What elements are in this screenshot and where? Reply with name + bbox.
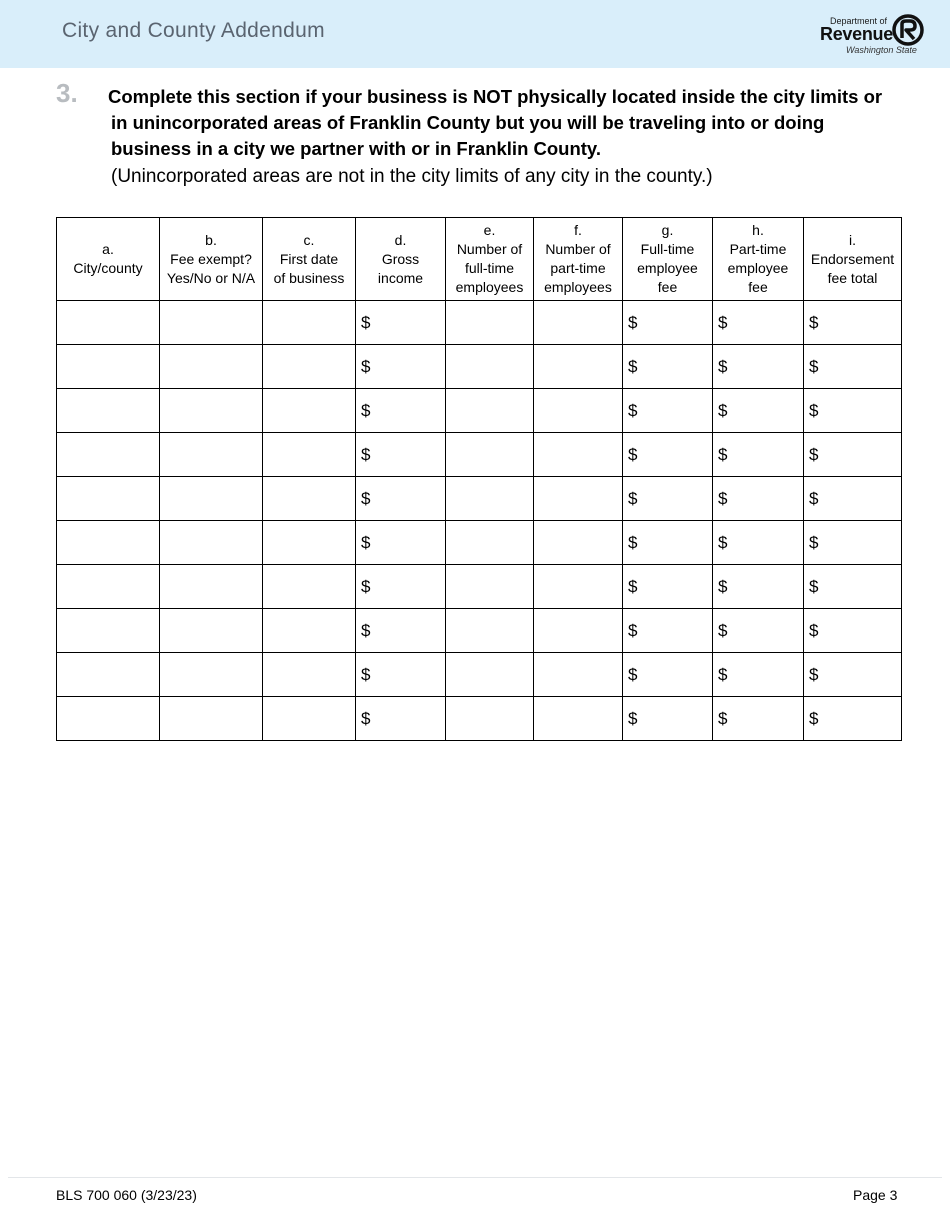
instruction-line: business in a city we partner with or in Franklin County. (111, 138, 601, 159)
column-header-line: employees (455, 279, 524, 295)
currency-symbol: $ (718, 620, 728, 640)
entry-cell[interactable] (446, 697, 534, 741)
table-row (57, 433, 902, 477)
currency-symbol: $ (628, 444, 638, 464)
logo-dept-line: Department of (830, 16, 888, 26)
footer-divider (8, 1177, 942, 1178)
entry-cell[interactable] (446, 477, 534, 521)
entry-cell[interactable] (804, 565, 902, 609)
entry-cell[interactable] (446, 653, 534, 697)
entry-cell[interactable] (713, 697, 804, 741)
table-row (57, 653, 902, 697)
currency-symbol: $ (809, 532, 819, 552)
entry-cell[interactable] (804, 433, 902, 477)
currency-symbol: $ (361, 488, 371, 508)
column-header-line: First date (279, 250, 339, 267)
column-header-line: f. (574, 222, 582, 238)
currency-symbol: $ (628, 356, 638, 376)
currency-symbol: $ (361, 708, 371, 728)
entry-cell[interactable] (57, 301, 160, 345)
dor-logo (818, 14, 928, 58)
section-note: (Unincorporated areas are not in the city limits of any city in the county.) (111, 166, 713, 187)
currency-symbol: $ (718, 356, 728, 376)
entry-cell[interactable] (534, 565, 623, 609)
table-row (57, 609, 902, 653)
entry-cell[interactable] (623, 433, 713, 477)
currency-symbol: $ (718, 400, 728, 420)
entry-cell[interactable] (713, 521, 804, 565)
entry-cell[interactable] (356, 697, 446, 741)
column-header-line: b. (205, 231, 217, 248)
column-header-line: fee (657, 279, 678, 295)
form-id: BLS 700 060 (3/23/23) (56, 1187, 197, 1203)
entry-cell[interactable] (57, 609, 160, 653)
entry-cell[interactable] (804, 521, 902, 565)
currency-symbol: $ (628, 664, 638, 684)
entry-cell[interactable] (57, 697, 160, 741)
column-header-line: fee (748, 279, 768, 295)
entry-cell[interactable] (623, 345, 713, 389)
column-header-line: City/county (73, 260, 143, 276)
entry-cell[interactable] (446, 565, 534, 609)
currency-symbol: $ (809, 708, 819, 728)
entry-cell[interactable] (263, 653, 356, 697)
logo-name: Revenue (820, 24, 893, 44)
column-header-line: e. (483, 222, 496, 238)
column-header-line: Part-time (729, 241, 787, 257)
column-header-line: employee (727, 260, 789, 276)
entry-cell[interactable] (713, 477, 804, 521)
column-header-line: g. (661, 222, 674, 238)
entry-cell[interactable] (263, 521, 356, 565)
column-header-line: Number of (545, 241, 611, 257)
entry-cell[interactable] (160, 565, 263, 609)
column-header-line: Endorsement (810, 250, 895, 267)
currency-symbol: $ (718, 576, 728, 596)
column-header-line: fee total (827, 269, 878, 286)
entry-cell[interactable] (446, 521, 534, 565)
entry-cell[interactable] (160, 345, 263, 389)
entry-cell[interactable] (160, 433, 263, 477)
currency-symbol: $ (628, 620, 638, 640)
entry-cell[interactable] (356, 389, 446, 433)
currency-symbol: $ (361, 356, 371, 376)
entry-cell[interactable] (804, 609, 902, 653)
column-header (804, 218, 902, 301)
entry-cell[interactable] (57, 521, 160, 565)
entry-cell[interactable] (356, 521, 446, 565)
currency-symbol: $ (809, 488, 819, 508)
table-row (57, 301, 902, 345)
column-header-line: full-time (464, 260, 514, 276)
currency-symbol: $ (718, 532, 728, 552)
entry-cell[interactable] (263, 477, 356, 521)
column-header (57, 218, 160, 301)
currency-symbol: $ (718, 312, 728, 332)
column-header-line: d. (394, 231, 407, 248)
entry-cell[interactable] (57, 565, 160, 609)
column-header (446, 218, 534, 301)
entry-cell[interactable] (534, 433, 623, 477)
table-row (57, 477, 902, 521)
entry-cell[interactable] (534, 477, 623, 521)
column-header (263, 218, 356, 301)
column-header (623, 218, 713, 301)
currency-symbol: $ (361, 576, 371, 596)
currency-symbol: $ (809, 620, 819, 640)
entry-cell[interactable] (57, 433, 160, 477)
column-header-line: income (377, 269, 424, 286)
column-header (713, 218, 804, 301)
column-header (356, 218, 446, 301)
table-row (57, 565, 902, 609)
currency-symbol: $ (718, 444, 728, 464)
entry-cell[interactable] (713, 609, 804, 653)
entry-cell[interactable] (446, 301, 534, 345)
currency-symbol: $ (718, 488, 728, 508)
entry-cell[interactable] (713, 301, 804, 345)
currency-symbol: $ (361, 444, 371, 464)
entry-cell[interactable] (356, 301, 446, 345)
entry-cell[interactable] (713, 565, 804, 609)
page-title: City and County Addendum (62, 19, 325, 42)
instruction-line: Complete this section if your business is NOT physically located inside the city limits or (108, 86, 883, 107)
entry-cell[interactable] (804, 653, 902, 697)
currency-symbol: $ (809, 576, 819, 596)
entry-cell[interactable] (804, 345, 902, 389)
entry-cell[interactable] (263, 433, 356, 477)
entry-cell[interactable] (160, 653, 263, 697)
entry-cell[interactable] (534, 389, 623, 433)
entry-cell[interactable] (713, 345, 804, 389)
entry-cell[interactable] (446, 389, 534, 433)
page-number: Page 3 (853, 1187, 898, 1203)
entry-cell[interactable] (263, 565, 356, 609)
entry-cell[interactable] (623, 389, 713, 433)
column-header-line: Gross (381, 250, 420, 267)
page-header (0, 0, 950, 68)
column-header-line: employees (544, 279, 612, 295)
entry-cell[interactable] (804, 697, 902, 741)
entry-cell[interactable] (160, 521, 263, 565)
column-header-line: part-time (550, 260, 606, 276)
currency-symbol: $ (628, 488, 638, 508)
entry-cell[interactable] (804, 477, 902, 521)
column-header-line: i. (849, 231, 856, 248)
entry-cell[interactable] (356, 433, 446, 477)
currency-symbol: $ (361, 664, 371, 684)
entry-cell[interactable] (446, 609, 534, 653)
table-row (57, 389, 902, 433)
column-header-line: a. (102, 241, 114, 257)
entry-cell[interactable] (263, 697, 356, 741)
table-header-row (57, 218, 902, 301)
table-row (57, 697, 902, 741)
entry-cell[interactable] (57, 477, 160, 521)
entry-cell[interactable] (160, 301, 263, 345)
entry-cell[interactable] (623, 697, 713, 741)
currency-symbol: $ (809, 400, 819, 420)
column-header-line: Yes/No or N/A (166, 269, 256, 286)
column-header-line: h. (752, 222, 764, 238)
entry-cell[interactable] (57, 389, 160, 433)
section-instructions (108, 84, 908, 162)
section-number: 3. (56, 78, 78, 108)
entry-cell[interactable] (263, 301, 356, 345)
entry-cell[interactable] (160, 609, 263, 653)
endorsement-table (56, 217, 902, 741)
table-row (57, 345, 902, 389)
entry-cell[interactable] (623, 521, 713, 565)
currency-symbol: $ (361, 620, 371, 640)
currency-symbol: $ (809, 356, 819, 376)
entry-cell[interactable] (534, 345, 623, 389)
entry-cell[interactable] (623, 609, 713, 653)
entry-cell[interactable] (804, 301, 902, 345)
column-header (534, 218, 623, 301)
entry-cell[interactable] (623, 477, 713, 521)
entry-cell[interactable] (623, 301, 713, 345)
entry-cell[interactable] (713, 389, 804, 433)
table-row (57, 521, 902, 565)
entry-cell[interactable] (804, 389, 902, 433)
entry-cell[interactable] (356, 653, 446, 697)
entry-cell[interactable] (57, 653, 160, 697)
entry-cell[interactable] (263, 609, 356, 653)
currency-symbol: $ (718, 664, 728, 684)
entry-cell[interactable] (57, 345, 160, 389)
column-header-line: Full-time (640, 241, 695, 257)
entry-cell[interactable] (356, 345, 446, 389)
entry-cell[interactable] (534, 697, 623, 741)
entry-cell[interactable] (263, 345, 356, 389)
currency-symbol: $ (361, 312, 371, 332)
entry-cell[interactable] (534, 609, 623, 653)
column-header-line: Fee exempt? (170, 250, 252, 267)
instruction-line: in unincorporated areas of Franklin County but you will be traveling into or doing (111, 112, 825, 133)
entry-cell[interactable] (356, 565, 446, 609)
column-header-line: of business (273, 269, 345, 286)
entry-cell[interactable] (534, 653, 623, 697)
entry-cell[interactable] (160, 477, 263, 521)
currency-symbol: $ (809, 664, 819, 684)
entry-cell[interactable] (534, 521, 623, 565)
entry-cell[interactable] (623, 565, 713, 609)
column-header (160, 218, 263, 301)
currency-symbol: $ (628, 400, 638, 420)
entry-cell[interactable] (446, 345, 534, 389)
currency-symbol: $ (809, 444, 819, 464)
entry-cell[interactable] (263, 389, 356, 433)
column-header-line: Number of (456, 241, 523, 257)
entry-cell[interactable] (160, 389, 263, 433)
currency-symbol: $ (718, 708, 728, 728)
entry-cell[interactable] (356, 609, 446, 653)
column-header-line: employee (637, 260, 698, 276)
currency-symbol: $ (361, 532, 371, 552)
currency-symbol: $ (628, 532, 638, 552)
entry-cell[interactable] (713, 653, 804, 697)
column-header-line: c. (303, 231, 315, 248)
entry-cell[interactable] (160, 697, 263, 741)
entry-cell[interactable] (623, 653, 713, 697)
revenue-logo-mark-icon (892, 14, 924, 46)
currency-symbol: $ (628, 312, 638, 332)
currency-symbol: $ (809, 312, 819, 332)
currency-symbol: $ (361, 400, 371, 420)
currency-symbol: $ (628, 708, 638, 728)
entry-cell[interactable] (713, 433, 804, 477)
currency-symbol: $ (628, 576, 638, 596)
logo-state: Washington State (846, 45, 917, 55)
entry-cell[interactable] (446, 433, 534, 477)
entry-cell[interactable] (356, 477, 446, 521)
entry-cell[interactable] (534, 301, 623, 345)
